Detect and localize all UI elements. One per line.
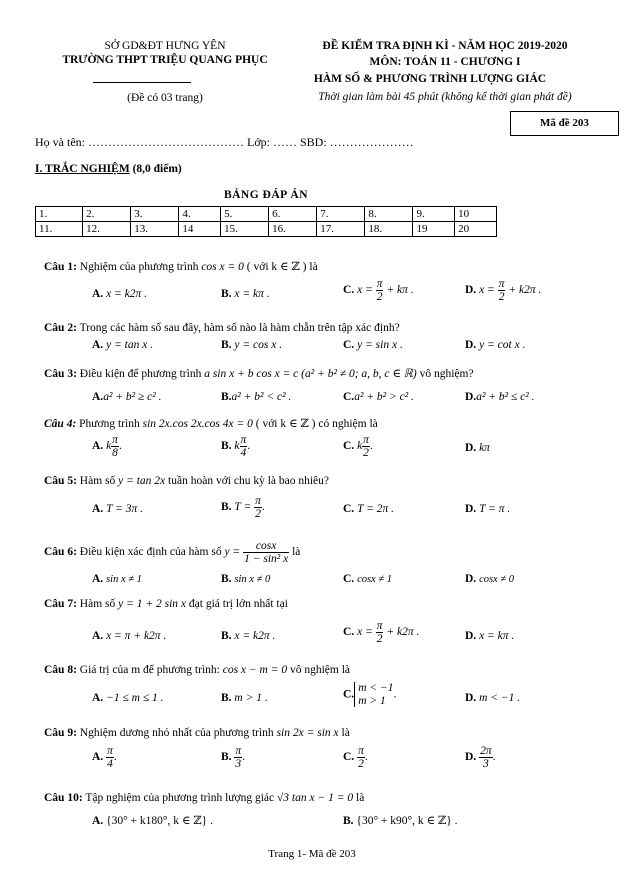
question-condition: ( với k ∈ ℤ ) — [246, 261, 307, 273]
option-text: x = — [357, 626, 373, 639]
question-math: cos x = 0 — [201, 261, 244, 273]
answer-cell: 19 — [413, 222, 455, 237]
numerator: π — [240, 434, 247, 446]
option-letter: D. — [465, 284, 477, 297]
q6-option-a[interactable] — [92, 573, 142, 585]
option-letter: C. — [343, 688, 355, 701]
q2-option-d[interactable] — [465, 339, 525, 351]
answer-cell: 5. — [221, 207, 269, 222]
option-letter: A. — [92, 573, 104, 585]
option-letter: B. — [221, 751, 232, 764]
answer-cell: 15. — [221, 222, 269, 237]
fraction — [498, 278, 506, 303]
q1-option-a[interactable] — [92, 288, 147, 300]
option-letter: D. — [465, 573, 477, 585]
time-note: Thời gian làm bài 45 phút (không kể thời gian phát đề) — [318, 91, 572, 103]
numerator: π — [255, 495, 261, 507]
answer-cell: 3. — [131, 207, 179, 222]
question-math: √3 tan x − 1 = 0 — [276, 792, 354, 804]
question-tail: vô nghiệm là — [289, 664, 351, 676]
question-tail: là — [292, 546, 301, 559]
student-info-line: Họ và tên: ………………………………… Lớp: …… SBD: ………………… — [35, 135, 414, 149]
answer-cell: 6. — [269, 207, 317, 222]
exam-topic: HÀM SỐ & PHƯƠNG TRÌNH LƯỢNG GIÁC — [313, 73, 547, 85]
denominator: 2 — [376, 291, 383, 304]
q4-option-c[interactable]: C. k $\frac{\pi}{2}$ . — [343, 434, 373, 460]
question-math: y = — [224, 546, 241, 559]
question-label: Câu 2: — [44, 322, 77, 334]
question-5 — [44, 475, 329, 487]
answer-cell: 4. — [179, 207, 221, 222]
option-text: y = tan x . — [106, 339, 154, 351]
option-letter: A. — [92, 503, 104, 515]
system-bracket — [354, 682, 393, 707]
answer-table-title: BẢNG ĐÁP ÁN — [223, 189, 309, 201]
answer-cell: 9. — [413, 207, 455, 222]
department-name: SỞ GD&ĐT HƯNG YÊN — [104, 40, 226, 52]
answer-cell: 16. — [269, 222, 317, 237]
option-letter: D. — [465, 339, 477, 351]
q9-option-b[interactable]: B. $\frac{\pi}{3}$ . — [221, 745, 246, 771]
option-letter: B. — [221, 692, 232, 704]
question-9 — [44, 727, 350, 739]
option-text: kπ — [479, 442, 490, 454]
q3-option-d[interactable] — [465, 391, 534, 403]
numerator: π — [376, 278, 383, 290]
question-label: Câu 4: — [44, 418, 77, 430]
fraction — [106, 745, 114, 770]
exam-code-box: Mã đề 203 — [510, 111, 619, 136]
question-text: Giá trị của m để phương trình: — [79, 664, 220, 676]
question-text: Hàm số — [79, 598, 116, 610]
option-text: m < −1 . — [479, 692, 521, 704]
answer-table — [35, 206, 497, 237]
option-letter: C. — [343, 626, 355, 639]
question-math: cos x − m = 0 — [222, 664, 288, 676]
table-row — [36, 222, 497, 237]
option-letter: A. — [92, 440, 104, 453]
q7-option-c[interactable] — [343, 620, 419, 645]
option-letter: A. — [92, 692, 104, 704]
option-text: T = π . — [479, 503, 511, 515]
option-text: x = π + k2π . — [106, 630, 167, 642]
option-text: sin x ≠ 1 — [106, 574, 142, 585]
q9-option-a[interactable]: A. $\frac{\pi}{4}$ . — [92, 745, 117, 771]
option-text: x = — [479, 284, 495, 297]
option-letter: C. — [343, 440, 355, 453]
exam-subject: MÔN: TOÁN 11 - CHƯƠNG I — [369, 56, 521, 68]
answer-cell: 1. — [36, 207, 83, 222]
answer-cell: 10 — [455, 207, 497, 222]
option-text: a² + b² < c² . — [231, 391, 292, 403]
answer-cell: 2. — [83, 207, 131, 222]
numerator: 2π — [480, 745, 492, 757]
system-line: m < −1 — [358, 682, 394, 694]
q2-option-a[interactable] — [92, 339, 153, 351]
q6-option-b[interactable] — [221, 573, 270, 585]
q10-option-b[interactable] — [343, 813, 458, 827]
option-text: x = kπ . — [234, 288, 270, 300]
fraction — [362, 434, 370, 459]
answer-cell: 14 — [179, 222, 221, 237]
option-text: a² + b² > c² . — [354, 391, 414, 403]
numerator: π — [363, 434, 369, 446]
option-text: k — [106, 440, 112, 453]
q7-option-a[interactable] — [92, 630, 166, 642]
option-letter: D. — [465, 692, 477, 704]
option-letter: A. — [92, 339, 104, 351]
option-text: y = sin x . — [357, 339, 403, 351]
answer-cell: 8. — [365, 207, 413, 222]
numerator: π — [107, 745, 113, 757]
fraction — [240, 434, 248, 459]
question-text: Nghiệm dương nhỏ nhất của phương trình — [79, 727, 274, 739]
question-text: Điều kiện để phương trình — [79, 368, 202, 380]
option-text: −1 ≤ m ≤ 1 . — [106, 692, 164, 704]
q3-option-a[interactable] — [92, 391, 161, 403]
question-label: Câu 1: — [44, 261, 77, 273]
question-label: Câu 7: — [44, 598, 77, 610]
question-text: Trong các hàm số sau đây, hàm số nào là hàm chẵn trên tập xác định? — [79, 322, 400, 334]
answer-cell: 20 — [455, 222, 497, 237]
option-letter: B. — [221, 391, 232, 403]
option-text: {30° + k90°, k ∈ ℤ} . — [356, 815, 458, 827]
denominator: 2 — [376, 633, 383, 646]
answer-cell: 7. — [317, 207, 365, 222]
option-letter: A. — [92, 391, 104, 403]
q5-option-d[interactable] — [465, 503, 510, 515]
option-letter: A. — [92, 630, 104, 642]
option-text: {30° + k180°, k ∈ ℤ} . — [106, 815, 213, 827]
q8-option-a[interactable] — [92, 692, 164, 704]
option-text: + k2π . — [508, 284, 542, 297]
question-math: sin 2x = sin x — [276, 727, 339, 739]
option-text: T = 2π . — [357, 503, 395, 515]
denominator: 1 − sin² x — [244, 553, 289, 566]
section-label: I. TRẮC NGHIỆM — [35, 163, 130, 175]
q1-option-b[interactable] — [221, 288, 270, 300]
option-letter: B. — [221, 288, 232, 300]
option-text: y = cot x . — [479, 339, 526, 351]
option-letter: D. — [465, 391, 477, 403]
option-letter: C. — [343, 751, 355, 764]
q6-option-c[interactable] — [343, 573, 392, 585]
exam-title: ĐỀ KIỂM TRA ĐỊNH KÌ - NĂM HỌC 2019-2020 — [322, 40, 568, 52]
option-text: T = — [234, 501, 252, 514]
option-letter: D. — [465, 503, 477, 515]
option-text: cosx ≠ 1 — [357, 574, 392, 585]
q8-option-d[interactable] — [465, 692, 520, 704]
option-text: T = 3π . — [106, 503, 144, 515]
numerator: π — [358, 745, 364, 757]
numerator: cosx — [243, 540, 289, 553]
question-6 — [44, 540, 300, 565]
q5-option-a[interactable] — [92, 503, 143, 515]
question-tail: vô nghiệm? — [419, 368, 474, 380]
fraction — [243, 540, 289, 565]
option-letter: B. — [221, 573, 232, 585]
option-letter: B. — [221, 339, 232, 351]
question-math: y = tan 2x — [118, 475, 166, 487]
question-text: Điều kiện xác định của hàm số — [79, 546, 222, 559]
option-text: cosx ≠ 0 — [479, 574, 514, 585]
option-text: + kπ . — [386, 284, 414, 297]
question-label: Câu 10: — [44, 792, 83, 804]
option-letter: B. — [221, 630, 232, 642]
denominator: 2 — [498, 291, 505, 304]
fraction — [479, 745, 493, 770]
answer-cell: 11. — [36, 222, 83, 237]
question-tail: có nghiệm là — [318, 418, 378, 430]
question-math: sin 2x.cos 2x.cos 4x = 0 — [142, 418, 253, 430]
answer-cell: 17. — [317, 222, 365, 237]
question-tail: tuần hoàn với chu kỳ là bao nhiêu? — [168, 475, 330, 487]
q3-option-c[interactable] — [343, 391, 414, 403]
fraction — [357, 745, 365, 770]
option-letter: B. — [221, 440, 232, 453]
numerator: π — [376, 620, 383, 632]
denominator: 4 — [107, 758, 113, 771]
denominator: 8 — [112, 447, 118, 460]
option-letter: A. — [92, 751, 104, 764]
fraction — [254, 495, 262, 520]
q10-option-a[interactable] — [92, 813, 213, 827]
option-text: k — [357, 440, 363, 453]
answer-cell: 13. — [131, 222, 179, 237]
fraction — [376, 278, 384, 303]
denominator: 2 — [358, 758, 364, 771]
q4-option-a[interactable]: A. k $\frac{\pi}{8}$ . — [92, 434, 122, 460]
fraction — [111, 434, 119, 459]
option-letter: C. — [343, 391, 355, 403]
question-label: Câu 6: — [44, 546, 77, 559]
option-text: x = k2π . — [106, 288, 148, 300]
section-heading — [35, 163, 182, 175]
option-text: a² + b² ≥ c² . — [103, 391, 162, 403]
answer-cell: 18. — [365, 222, 413, 237]
q7-option-d[interactable] — [465, 630, 514, 642]
question-text: Phương trình — [79, 418, 140, 430]
question-1 — [44, 259, 318, 273]
question-7 — [44, 598, 288, 610]
question-tail: là — [309, 261, 318, 273]
question-text: Hàm số — [79, 475, 116, 487]
q8-option-c[interactable]: C. m < −1 m > 1 . — [343, 682, 397, 707]
answer-cell: 12. — [83, 222, 131, 237]
option-text: m > 1 . — [234, 692, 268, 704]
option-text: + k2π . — [386, 626, 420, 639]
q5-option-b[interactable]: B. T = $\frac{\pi}{2}$ . — [221, 495, 265, 521]
q1-option-d[interactable] — [465, 278, 541, 303]
option-letter: B. — [343, 815, 354, 827]
option-letter: D. — [465, 442, 477, 454]
option-text: x = k2π . — [234, 630, 276, 642]
question-tail: đạt giá trị lớn nhất tại — [188, 598, 288, 610]
denominator: 3 — [482, 758, 489, 771]
q2-option-c[interactable] — [343, 339, 403, 351]
denominator: 2 — [255, 508, 261, 521]
option-letter: C. — [343, 503, 355, 515]
denominator: 2 — [363, 447, 369, 460]
question-text: Nghiệm của phương trình — [79, 261, 199, 273]
q3-option-b[interactable] — [221, 391, 291, 403]
fraction — [376, 620, 384, 645]
option-letter: A. — [92, 815, 104, 827]
question-math: a sin x + b cos x = c (a² + b² ≠ 0; a, b, c ∈ ℝ) — [204, 368, 417, 380]
q8-option-b[interactable] — [221, 692, 268, 704]
option-letter: B. — [221, 501, 232, 514]
school-name: TRƯỜNG THPT TRIỆU QUANG PHỤC — [62, 54, 268, 66]
q7-option-b[interactable] — [221, 630, 275, 642]
question-label: Câu 3: — [44, 368, 77, 380]
page-footer: Trang 1- Mã đề 203 — [268, 848, 356, 860]
option-text: y = cos x . — [234, 339, 283, 351]
question-4 — [44, 416, 378, 430]
option-letter: A. — [92, 288, 104, 300]
q2-option-b[interactable] — [221, 339, 282, 351]
q6-option-d[interactable] — [465, 573, 514, 585]
option-letter: C. — [343, 284, 355, 297]
fraction — [234, 745, 242, 770]
numerator: π — [235, 745, 242, 757]
question-condition: ( với k ∈ ℤ ) — [255, 418, 316, 430]
system-line: m > 1 — [358, 694, 386, 707]
question-2 — [44, 322, 400, 334]
q4-option-b[interactable]: B. k $\frac{\pi}{4}$ . — [221, 434, 251, 460]
section-points: (8,0 điểm) — [132, 163, 182, 175]
option-text: a² + b² ≤ c² . — [476, 391, 535, 403]
question-10 — [44, 792, 364, 804]
question-text: Tập nghiệm của phương trình lượng giác — [85, 792, 275, 804]
denominator: 4 — [240, 447, 247, 460]
q4-option-d[interactable] — [465, 442, 490, 454]
option-letter: D. — [465, 751, 477, 764]
denominator: 3 — [235, 758, 242, 771]
q5-option-c[interactable] — [343, 503, 394, 515]
numerator: π — [112, 434, 118, 446]
option-letter: D. — [465, 630, 477, 642]
question-3 — [44, 366, 474, 380]
question-tail: là — [341, 727, 350, 739]
option-text: x = — [357, 284, 373, 297]
question-label: Câu 8: — [44, 664, 77, 676]
header-divider — [93, 82, 191, 83]
question-label: Câu 9: — [44, 727, 77, 739]
q9-option-c[interactable]: C. $\frac{\pi}{2}$ . — [343, 745, 368, 771]
table-row — [36, 207, 497, 222]
question-math: y = 1 + 2 sin x — [118, 598, 187, 610]
pages-note: (Đề có 03 trang) — [127, 92, 203, 104]
option-text: k — [234, 440, 240, 453]
numerator: π — [498, 278, 505, 290]
question-label: Câu 5: — [44, 475, 77, 487]
question-8 — [44, 664, 350, 676]
option-text: x = kπ . — [479, 630, 515, 642]
option-letter: C. — [343, 573, 355, 585]
option-text: sin x ≠ 0 — [234, 574, 271, 585]
question-tail: là — [356, 792, 365, 804]
q1-option-c[interactable] — [343, 278, 414, 303]
q9-option-d[interactable]: D. $\frac{2\pi}{3}$ . — [465, 745, 496, 771]
option-letter: C. — [343, 339, 355, 351]
